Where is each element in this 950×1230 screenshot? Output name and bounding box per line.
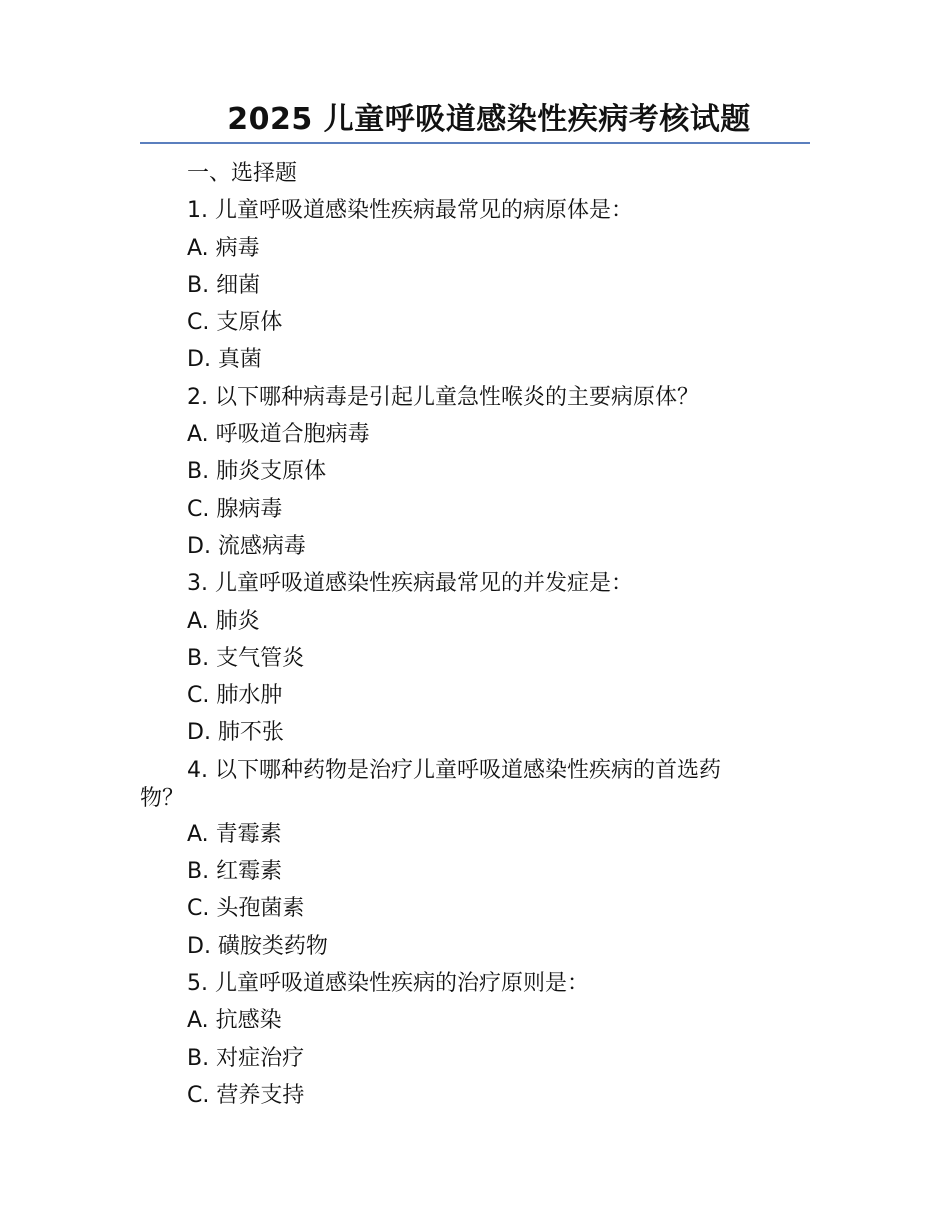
- question-4-line-2: 物？: [140, 785, 185, 811]
- question-list: [140, 155, 807, 1114]
- option-2b: B. 肺炎支原体: [187, 459, 327, 485]
- option-1c: C. 支原体: [187, 310, 283, 336]
- question-4: [140, 757, 807, 813]
- option-2d: D. 流感病毒: [187, 533, 306, 559]
- option-3b: B. 支气管炎: [187, 645, 305, 671]
- option-2a: A. 呼吸道合胞病毒: [187, 422, 370, 448]
- question-1: 1. 儿童呼吸道感染性疾病最常见的病原体是：: [187, 198, 633, 224]
- option-1b: B. 细菌: [187, 272, 261, 298]
- option-5c: C. 营养支持: [187, 1082, 305, 1108]
- question-3: 3. 儿童呼吸道感染性疾病最常见的并发症是：: [187, 571, 633, 597]
- option-4d: D. 磺胺类药物: [187, 933, 328, 959]
- option-4b: B. 红霉素: [187, 859, 283, 885]
- option-5b: B. 对症治疗: [187, 1045, 305, 1071]
- question-2: 2. 以下哪种病毒是引起儿童急性喉炎的主要病原体？: [187, 384, 699, 410]
- option-4c: C. 头孢菌素: [187, 896, 305, 922]
- document-title: 2025 儿童呼吸道感染性疾病考核试题: [227, 102, 751, 137]
- option-2c: C. 腺病毒: [187, 496, 283, 522]
- option-3a: A. 肺炎: [187, 608, 260, 634]
- option-3c: C. 肺水肿: [187, 683, 283, 709]
- question-4-line-1: 4. 以下哪种药物是治疗儿童呼吸道感染性疾病的首选药: [187, 757, 721, 783]
- option-4a: A. 青霉素: [187, 821, 282, 847]
- question-5: 5. 儿童呼吸道感染性疾病的治疗原则是：: [187, 970, 589, 996]
- section-heading: 一、选择题: [187, 161, 298, 186]
- title-block: [140, 98, 810, 144]
- option-3d: D. 肺不张: [187, 720, 284, 746]
- option-1d: D. 真菌: [187, 347, 262, 373]
- option-1a: A. 病毒: [187, 235, 260, 261]
- option-5a: A. 抗感染: [187, 1008, 282, 1034]
